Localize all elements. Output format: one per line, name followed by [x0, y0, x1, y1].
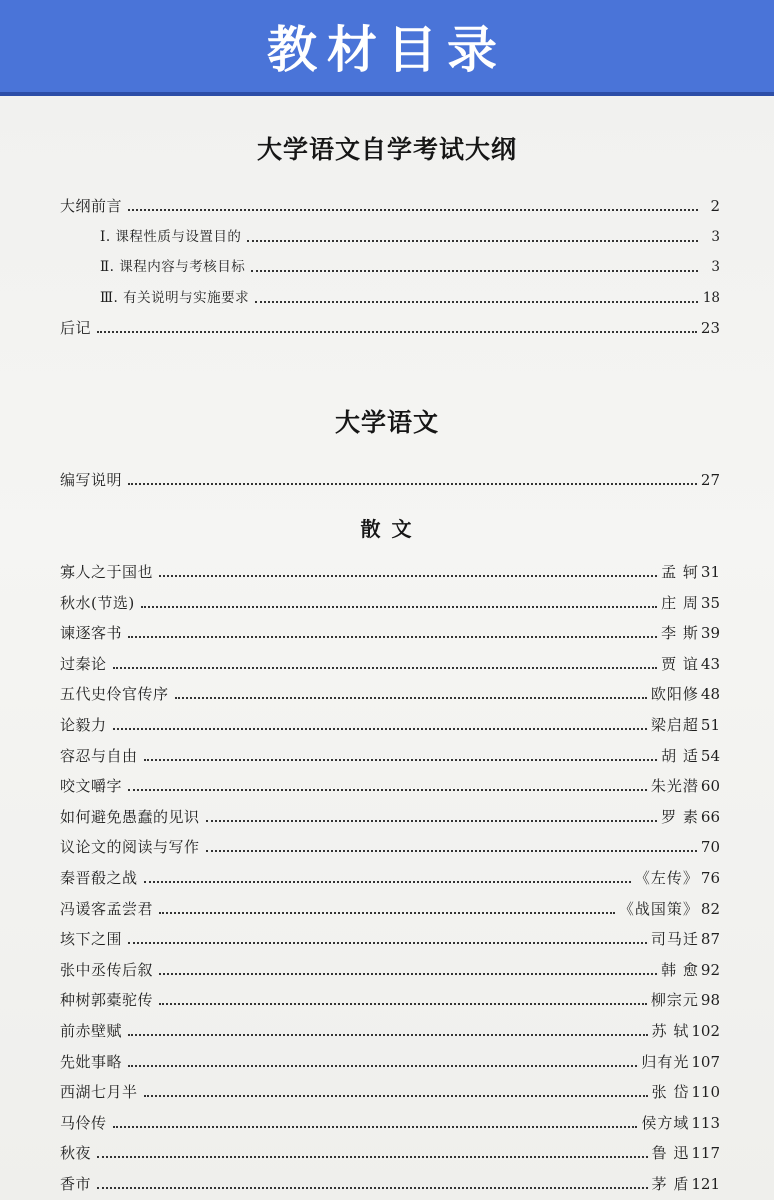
- toc-entry-page: 107: [691, 1052, 720, 1071]
- toc-entry-title: Ⅲ. 有关说明与实施要求: [100, 289, 250, 306]
- toc-entry: [60, 192, 720, 216]
- toc-entry-title: 前赤壁赋: [60, 1022, 123, 1040]
- toc-entry-author: 司马迁: [650, 930, 699, 949]
- toc-entry: [60, 1078, 720, 1102]
- toc-entry-author: 欧阳修: [650, 685, 699, 704]
- toc-dot-leader: [128, 942, 647, 944]
- section-title-prose: 散 文: [360, 517, 414, 541]
- toc-dot-leader: [251, 270, 698, 272]
- toc-entry-page: 2: [710, 197, 720, 215]
- toc-entry-title: 张中丞传后叙: [60, 960, 154, 979]
- toc-dot-leader: [206, 820, 658, 822]
- toc-dot-leader: [255, 301, 698, 303]
- section-title-outline: 大学语文自学考试大纲: [256, 135, 517, 164]
- toc-dot-leader: [113, 1126, 638, 1128]
- toc-entry-title: 西湖七月半: [60, 1083, 138, 1102]
- toc-entry-page: 92: [700, 960, 720, 979]
- toc-entry-author: 庄 周: [661, 593, 699, 612]
- toc-dot-leader: [159, 973, 657, 975]
- toc-dot-leader: [128, 1034, 648, 1036]
- toc-entry: [60, 650, 720, 674]
- toc-entry-title: 论毅力: [60, 716, 107, 734]
- toc-entry-author: 柳宗元: [650, 991, 699, 1010]
- toc-entry: [100, 223, 720, 247]
- toc-entry-title: 种树郭橐驼传: [60, 991, 154, 1010]
- toc-entry-page: 3: [711, 228, 720, 245]
- toc-entry-page: 51: [700, 716, 720, 734]
- toc-entry: [60, 1170, 720, 1194]
- toc-dot-leader: [128, 789, 647, 791]
- toc-entry-page: 110: [691, 1083, 720, 1102]
- toc-entry-author: 《左传》: [634, 869, 699, 887]
- toc-entry-page: 18: [702, 289, 720, 306]
- toc-entry: [60, 1048, 720, 1072]
- toc-entry-author: 梁启超: [650, 716, 699, 734]
- toc-entry: [60, 895, 720, 919]
- toc-entry: [60, 466, 720, 490]
- toc-entry-title: 秋水(节选): [60, 593, 135, 612]
- toc-entry: [60, 925, 720, 949]
- toc-entry-page: 121: [691, 1175, 720, 1193]
- toc-entry-page: 43: [700, 654, 720, 673]
- toc-entry-title: 大纲前言: [60, 197, 123, 215]
- header-banner: [0, 0, 774, 96]
- toc-entry-page: 54: [700, 746, 720, 765]
- toc-entry-author: 罗 素: [661, 807, 699, 826]
- toc-dot-leader: [159, 1003, 647, 1005]
- toc-entry-page: 98: [700, 991, 720, 1010]
- toc-entry-author: 茅 盾: [651, 1175, 690, 1193]
- toc-entry-title: 垓下之围: [60, 930, 123, 949]
- toc-entry-page: 60: [700, 777, 720, 796]
- toc-entry-author: 侯方域: [641, 1113, 690, 1132]
- toc-dot-leader: [113, 728, 647, 730]
- toc-entry-author: 鲁 迅: [651, 1144, 690, 1163]
- toc-entry-author: 朱光潜: [650, 777, 699, 796]
- toc-entry-title: 寡人之于国也: [60, 563, 154, 581]
- toc-entry: [60, 680, 720, 704]
- toc-entry: [60, 1017, 720, 1041]
- toc-entry-author: 李 斯: [661, 624, 699, 643]
- toc-entry: [60, 1139, 720, 1163]
- toc-entry-title: 咬文嚼字: [60, 777, 123, 796]
- toc-dot-leader: [97, 1187, 648, 1189]
- toc-entry-page: 113: [691, 1113, 720, 1132]
- toc-entry-title: 编写说明: [60, 471, 123, 489]
- toc-page: [0, 100, 774, 1200]
- toc-entry-author: 胡 适: [661, 746, 699, 765]
- toc-dot-leader: [141, 606, 657, 608]
- toc-entry-title: 容忍与自由: [60, 746, 138, 765]
- toc-entry: [60, 803, 720, 827]
- toc-entry-page: 66: [700, 807, 720, 826]
- toc-entry-page: 76: [700, 869, 720, 887]
- toc-entry: [100, 284, 720, 308]
- toc-entry-author: 《战国策》: [618, 899, 699, 918]
- toc-entry-page: 39: [700, 624, 720, 643]
- toc-dot-leader: [159, 575, 657, 577]
- toc-entry-page: 82: [700, 899, 720, 918]
- toc-entry: [60, 956, 720, 980]
- toc-entry: [100, 253, 720, 277]
- toc-entry: [60, 864, 720, 888]
- toc-dot-leader: [144, 881, 631, 883]
- toc-dot-leader: [128, 636, 657, 638]
- toc-entry-page: 87: [700, 930, 720, 949]
- toc-dot-leader: [206, 850, 697, 852]
- toc-entry-page: 48: [700, 685, 720, 704]
- toc-entry-title: 先妣事略: [60, 1052, 123, 1071]
- toc-entry: [60, 1109, 720, 1133]
- toc-dot-leader: [97, 331, 697, 333]
- toc-entry: [60, 742, 720, 766]
- toc-entry-author: 苏 轼: [651, 1022, 690, 1040]
- toc-entry-title: 议论文的阅读与写作: [60, 838, 200, 857]
- toc-entry-title: 如何避免愚蠢的见识: [60, 807, 200, 826]
- toc-entry-title: 五代史伶官传序: [60, 685, 169, 704]
- toc-entry-author: 张 岱: [651, 1083, 690, 1102]
- toc-entry: [60, 558, 720, 582]
- toc-entry: [60, 833, 720, 857]
- toc-entry-author: 孟 轲: [661, 563, 699, 581]
- toc-entry-title: 秋夜: [60, 1144, 92, 1163]
- toc-entry-title: Ⅱ. 课程内容与考核目标: [100, 259, 246, 275]
- toc-dot-leader: [97, 1156, 648, 1158]
- banner-title: 教材目录: [267, 21, 507, 79]
- toc-entry: [60, 589, 720, 613]
- toc-entry-title: 后记: [60, 319, 92, 337]
- toc-dot-leader: [247, 240, 698, 242]
- toc-entry: [60, 619, 720, 643]
- toc-entry: [60, 314, 720, 338]
- toc-dot-leader: [175, 697, 647, 699]
- toc-dot-leader: [113, 667, 658, 669]
- toc-entry: [60, 986, 720, 1010]
- toc-dot-leader: [128, 209, 698, 211]
- toc-dot-leader: [128, 1065, 637, 1067]
- toc-dot-leader: [144, 1095, 648, 1097]
- toc-entry-title: 马伶传: [60, 1113, 107, 1132]
- toc-entry-title: 谏逐客书: [60, 624, 123, 643]
- toc-entry-author: 归有光: [641, 1052, 690, 1071]
- section-title-textbook: 大学语文: [334, 408, 439, 437]
- toc-entry-page: 27: [700, 471, 720, 489]
- toc-entry-author: 贾 谊: [661, 654, 699, 673]
- toc-entry-page: 3: [711, 259, 720, 275]
- toc-entry: [60, 711, 720, 735]
- toc-entry: [60, 772, 720, 796]
- toc-entry-title: Ⅰ. 课程性质与设置目的: [100, 228, 242, 245]
- toc-entry-title: 香市: [60, 1175, 92, 1193]
- toc-entry-page: 31: [700, 563, 720, 581]
- toc-entry-title: 冯谖客孟尝君: [60, 899, 154, 918]
- toc-entry-page: 117: [691, 1144, 720, 1163]
- toc-entry-page: 35: [700, 593, 720, 612]
- toc-dot-leader: [159, 912, 615, 914]
- toc-entry-title: 过秦论: [60, 654, 107, 673]
- toc-entry-title: 秦晋殽之战: [60, 869, 138, 887]
- toc-entry-author: 韩 愈: [661, 960, 699, 979]
- toc-entry-page: 102: [691, 1022, 720, 1040]
- toc-entry-page: 23: [700, 319, 720, 337]
- toc-dot-leader: [144, 759, 658, 761]
- toc-dot-leader: [128, 483, 697, 485]
- toc-entry-page: 70: [700, 838, 720, 857]
